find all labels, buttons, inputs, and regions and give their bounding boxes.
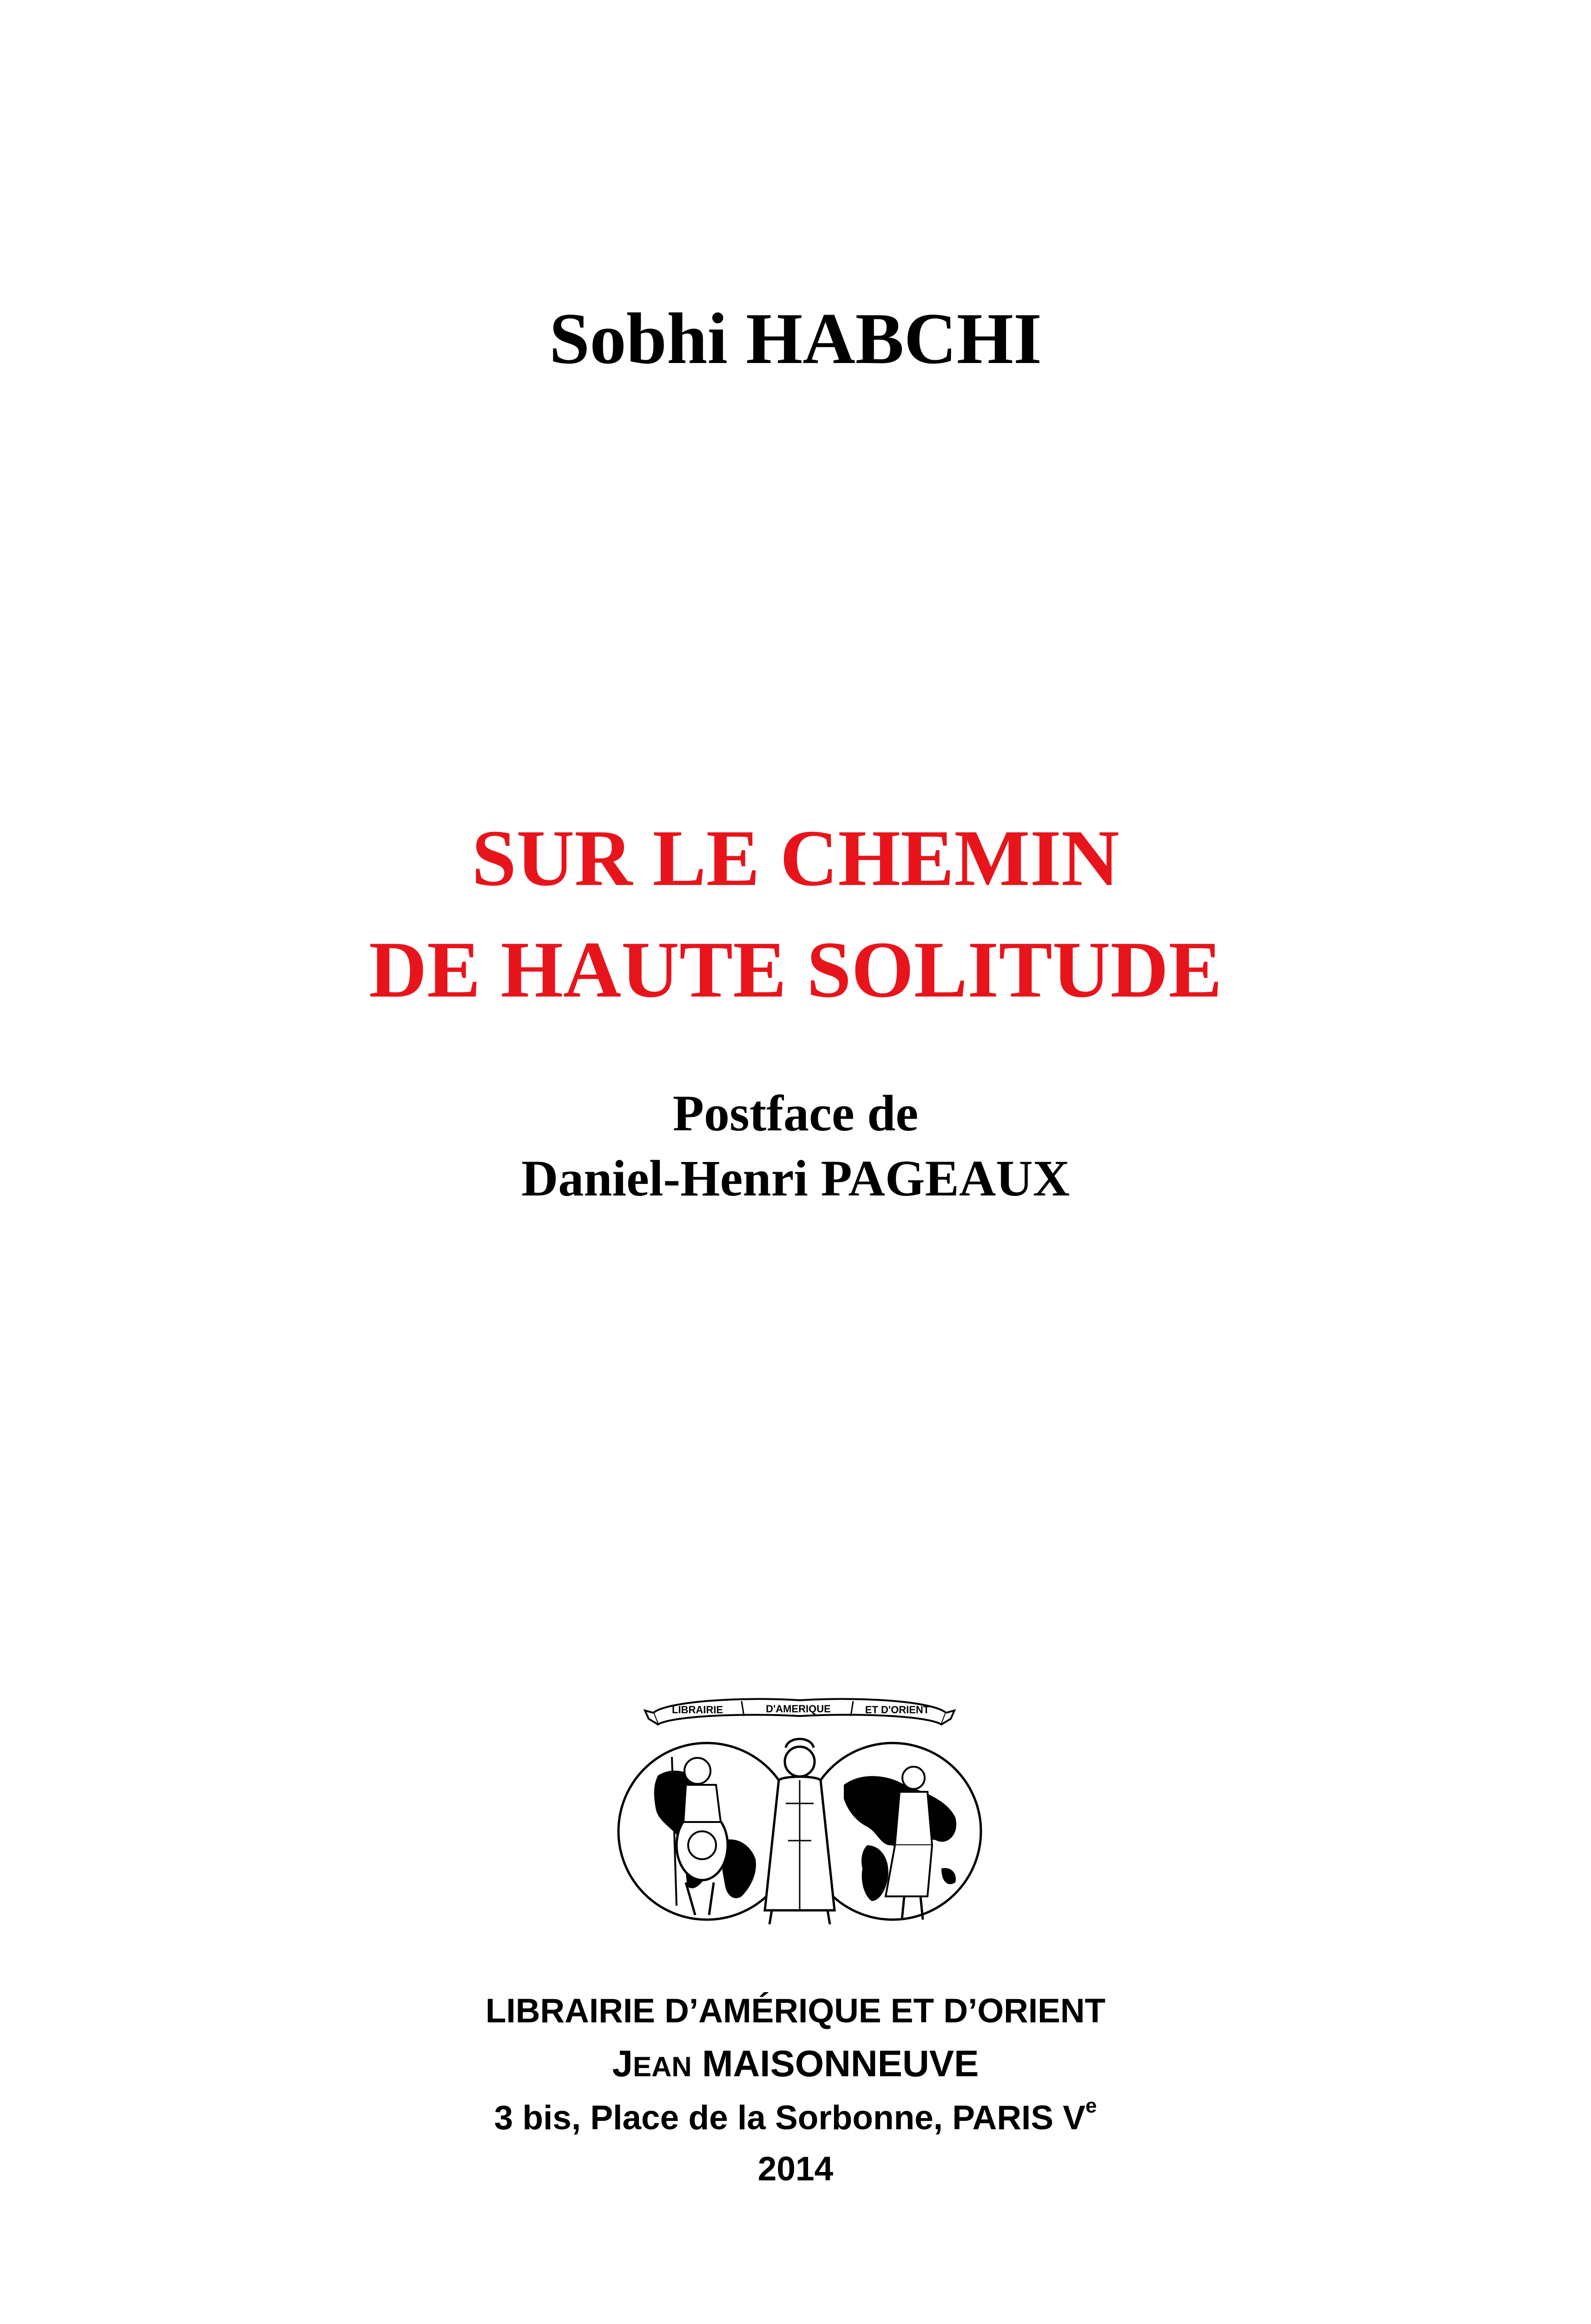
imprint-surname: MAISONNEUVE <box>702 2043 979 2084</box>
publisher-imprint <box>0 2045 1591 2082</box>
postface-author: Daniel-Henri PAGEAUX <box>521 1150 1070 1207</box>
publisher-logo-icon <box>602 1692 997 1934</box>
logo-banner-word-3: ET D'ORIENT <box>865 1704 930 1716</box>
publisher-address <box>0 2094 1591 2137</box>
address-superscript: e <box>1085 2094 1097 2117</box>
book-title-line-2: DE HAUTE SOLITUDE <box>368 925 1223 1014</box>
logo-banner-word-1: LIBRAIRIE <box>672 1704 723 1716</box>
logo-banner <box>645 1699 954 1724</box>
book-title-line-1: SUR LE CHEMIN <box>472 814 1119 903</box>
imprint-rest-small: EAN <box>632 2051 692 2082</box>
publication-year: 2014 <box>757 2150 834 2188</box>
imprint-first-letter: J <box>612 2043 633 2084</box>
author-name: Sobhi HABCHI <box>549 298 1042 379</box>
logo-central-figure <box>765 1739 835 1924</box>
address-main: 3 bis, Place de la Sorbonne, PARIS V <box>494 2099 1085 2137</box>
postface-label: Postface de <box>672 1085 919 1142</box>
publisher-name: LIBRAIRIE D’AMÉRIQUE ET D’ORIENT <box>485 1992 1106 2030</box>
logo-banner-word-2: D'AMERIQUE <box>766 1703 831 1715</box>
